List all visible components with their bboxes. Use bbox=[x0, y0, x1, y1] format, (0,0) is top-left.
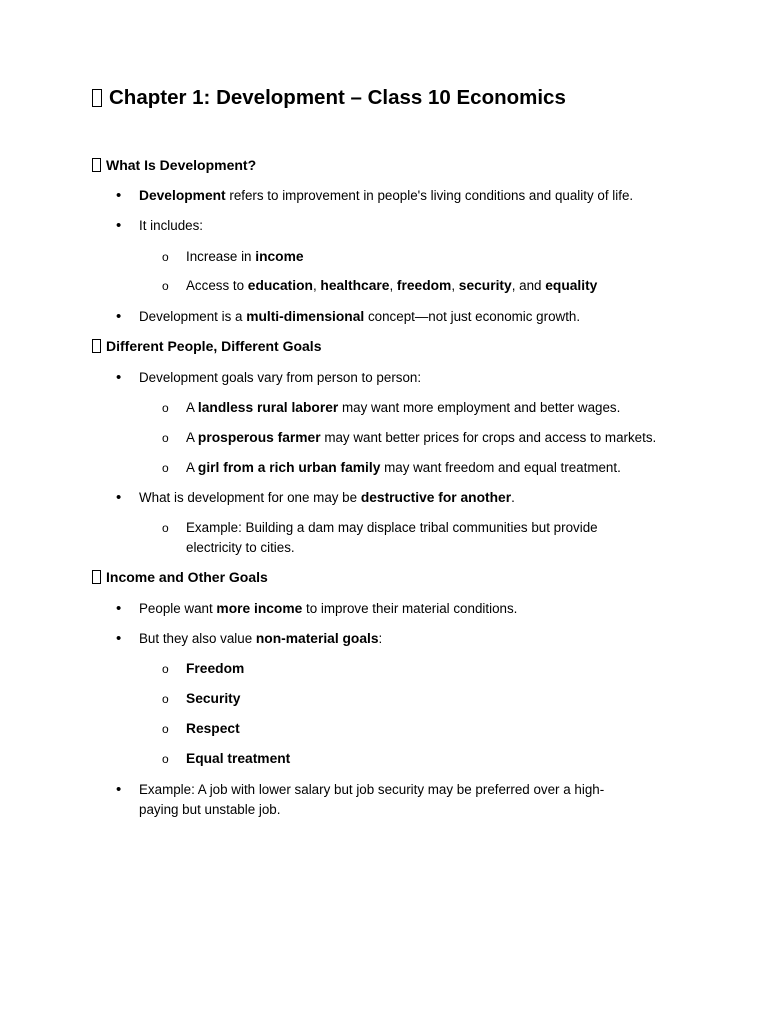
list-item: Increase in income bbox=[186, 249, 304, 264]
list-item: People want more income to improve their material conditions. bbox=[139, 601, 518, 616]
sub-bullet-marker: o bbox=[162, 662, 169, 676]
list-item: Development refers to improvement in people's living conditions and quality of life. bbox=[139, 188, 634, 203]
bullet-marker: • bbox=[116, 369, 122, 386]
page-title bbox=[92, 86, 566, 110]
sub-bullet-marker: o bbox=[162, 250, 169, 264]
sub-bullet-marker: o bbox=[162, 279, 169, 293]
sub-bullet-marker: o bbox=[162, 401, 169, 415]
list-item: What is development for one may be destructive for another. bbox=[139, 490, 515, 505]
sub-bullet-marker: o bbox=[162, 521, 169, 535]
list-item: Example: A job with lower salary but job security may be preferred over a high- bbox=[139, 782, 605, 797]
sub-bullet-marker: o bbox=[162, 431, 169, 445]
list-item: Respect bbox=[186, 721, 240, 736]
sub-bullet-marker: o bbox=[162, 722, 169, 736]
list-item: But they also value non-material goals: bbox=[139, 631, 383, 646]
missing-glyph-icon bbox=[92, 339, 101, 353]
page-title-text: Chapter 1: Development – Class 10 Economics bbox=[109, 86, 566, 109]
bullet-marker: • bbox=[116, 217, 122, 234]
list-item: Security bbox=[186, 691, 241, 706]
list-item: Development is a multi-dimensional concept—not just economic growth. bbox=[139, 309, 581, 324]
section-heading-what-is-development: What Is Development? bbox=[92, 157, 256, 173]
sub-bullet-marker: o bbox=[162, 752, 169, 766]
sub-bullet-marker: o bbox=[162, 692, 169, 706]
missing-glyph-icon bbox=[92, 158, 101, 172]
section-heading-income-and-other-goals: Income and Other Goals bbox=[92, 569, 268, 585]
list-item: Example: Building a dam may displace tribal communities but provide bbox=[186, 520, 598, 535]
list-item: Equal treatment bbox=[186, 751, 291, 766]
missing-glyph-icon bbox=[92, 570, 101, 584]
bullet-marker: • bbox=[116, 187, 122, 204]
list-item: A prosperous farmer may want better prices for crops and access to markets. bbox=[186, 430, 657, 445]
bullet-marker: • bbox=[116, 308, 122, 325]
bullet-marker: • bbox=[116, 489, 122, 506]
missing-glyph-icon bbox=[92, 89, 102, 107]
list-item: Access to education, healthcare, freedom, security, and equality bbox=[186, 278, 598, 293]
sub-bullet-marker: o bbox=[162, 461, 169, 475]
list-item: A girl from a rich urban family may want freedom and equal treatment. bbox=[186, 460, 621, 475]
section-heading-different-people: Different People, Different Goals bbox=[92, 338, 321, 354]
bullet-marker: • bbox=[116, 781, 122, 798]
bullet-marker: • bbox=[116, 600, 122, 617]
list-item: It includes: bbox=[139, 218, 204, 233]
list-item: Freedom bbox=[186, 661, 245, 676]
bullet-marker: • bbox=[116, 630, 122, 647]
list-item: Development goals vary from person to person: bbox=[139, 370, 422, 385]
list-item-continuation: electricity to cities. bbox=[186, 540, 295, 555]
list-item-continuation: paying but unstable job. bbox=[139, 802, 281, 817]
list-item: A landless rural laborer may want more employment and better wages. bbox=[186, 400, 621, 415]
